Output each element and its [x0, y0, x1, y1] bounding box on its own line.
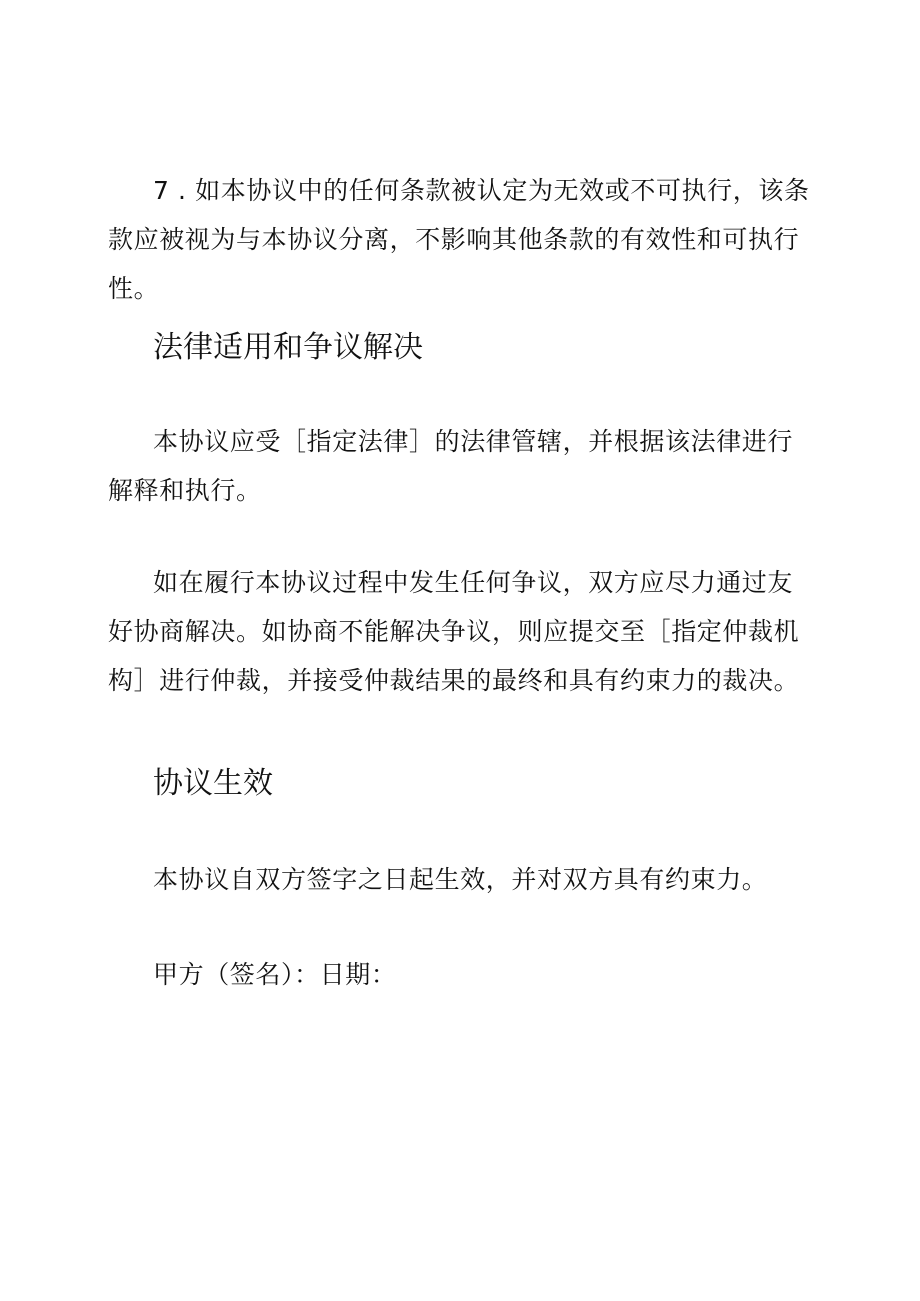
- section-heading-law: 法律适用和争议解决: [153, 330, 423, 365]
- law-paragraph-1: 本协议应受［指定法律］的法律管辖，并根据该法律进行解释和执行。: [108, 427, 794, 505]
- effect-paragraph: 本协议自双方签字之日起生效，并对双方具有约束力。: [153, 865, 768, 894]
- signature-line: 甲方（签名）：日期：: [153, 960, 397, 989]
- section-heading-effect: 协议生效: [153, 766, 273, 801]
- clause-7: 7 . 如本协议中的任何条款被认定为无效或不可执行，该条款应被视为与本协议分离，不影响其他条款的有效性和可执行性。: [108, 176, 810, 303]
- law-paragraph-2: 如在履行本协议过程中发生任何争议，双方应尽力通过友好协商解决。如协商不能解决争议，则应提交至［指定仲裁机构］进行仲裁，并接受仲裁结果的最终和具有约束力的裁决。: [108, 568, 800, 695]
